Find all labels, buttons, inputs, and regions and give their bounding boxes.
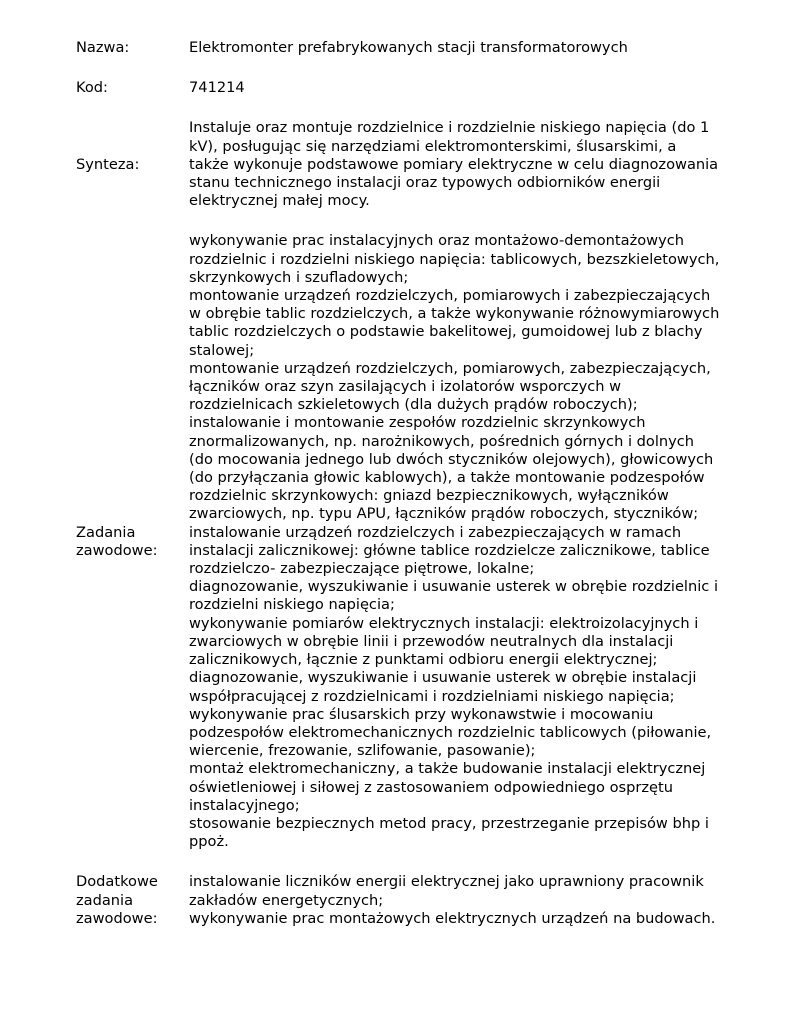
field-label-nazwa bbox=[76, 39, 189, 57]
value-line: diagnozowanie, wyszukiwanie i usuwanie usterek w obrębie instalacji bbox=[189, 669, 697, 687]
value-line: oświetleniowej i siłowej z zastosowaniem odpowiedniego osprzętu bbox=[189, 778, 673, 796]
label-line: Kod: bbox=[76, 79, 108, 97]
value-line: ppoż. bbox=[189, 833, 229, 851]
field-label-synteza bbox=[76, 119, 189, 210]
value-line: rozdzielnic i rozdzielni niskiego napięcia: tablicowych, bezszkieletowych, bbox=[189, 250, 720, 268]
value-line: wykonywanie prac ślusarskich przy wykonawstwie i mocowaniu bbox=[189, 705, 654, 723]
value-line: rozdzielni niskiego napięcia; bbox=[189, 596, 395, 614]
value-line: wykonywanie prac instalacyjnych oraz montażowo-demontażowych bbox=[189, 232, 685, 250]
value-line: łączników oraz szyn zasilających i izolatorów wsporczych w bbox=[189, 378, 622, 396]
value-line: wykonywanie prac montażowych elektrycznych urządzeń na budowach. bbox=[189, 909, 716, 927]
field-spacer bbox=[76, 97, 776, 119]
label-line: zadania bbox=[76, 891, 134, 909]
value-line: montaż elektromechaniczny, a także budowanie instalacji elektrycznej bbox=[189, 760, 706, 778]
field-row-dodatkowe bbox=[76, 873, 776, 928]
value-line: (do przyłączania głowic kablowych), a także montowanie podzespołów bbox=[189, 469, 705, 487]
value-line: (do mocowania jednego lub dwóch styczników olejowych), głowicowych bbox=[189, 450, 714, 468]
field-label-kod bbox=[76, 79, 189, 97]
value-line: Instaluje oraz montuje rozdzielnice i rozdzielnie niskiego napięcia (do 1 bbox=[189, 119, 710, 137]
value-line: wykonywanie pomiarów elektrycznych instalacji: elektroizolacyjnych i bbox=[189, 614, 699, 632]
value-line: instalacji zalicznikowej: główne tablice rozdzielcze zalicznikowe, tablice bbox=[189, 541, 710, 559]
value-line: elektrycznej małej mocy. bbox=[189, 192, 370, 210]
value-line: instalacyjnego; bbox=[189, 796, 300, 814]
value-line: instalowanie urządzeń rozdzielczych i zabezpieczających w ramach bbox=[189, 523, 682, 541]
value-line: tablic rozdzielczych o podstawie bakelitowej, gumoidowej lub z blachy bbox=[189, 323, 703, 341]
value-line: stalowej; bbox=[189, 341, 255, 359]
value-line: współpracującej z rozdzielnicami i rozdzielniami niskiego napięcia; bbox=[189, 687, 675, 705]
value-line: w obrębie tablic rozdzielczych, a także wykonywanie różnowymiarowych bbox=[189, 305, 720, 323]
value-line: zakładów energetycznych; bbox=[189, 891, 384, 909]
value-line: znormalizowanych, np. narożnikowych, pośrednich górnych i dolnych bbox=[189, 432, 695, 450]
label-line: Synteza: bbox=[76, 155, 140, 173]
field-value-synteza bbox=[189, 119, 776, 210]
value-line: skrzynkowych i szufladowych; bbox=[189, 268, 409, 286]
value-line: wiercenie, frezowanie, szlifowanie, pasowanie); bbox=[189, 742, 536, 760]
value-line: zalicznikowych, łącznie z punktami odbioru energii elektrycznej; bbox=[189, 651, 658, 669]
value-line: także wykonuje podstawowe pomiary elektryczne w celu diagnozowania bbox=[189, 155, 719, 173]
field-value-zadania bbox=[189, 232, 776, 851]
label-line: Zadania bbox=[76, 523, 136, 541]
fields-table bbox=[76, 39, 776, 928]
value-line: rozdzielnicach szkieletowych (dla dużych prądów roboczych); bbox=[189, 396, 638, 414]
value-line: 741214 bbox=[189, 79, 245, 97]
field-value-nazwa bbox=[189, 39, 776, 57]
value-line: montowanie urządzeń rozdzielczych, pomiarowych i zabezpieczających bbox=[189, 287, 711, 305]
value-line: Elektromonter prefabrykowanych stacji transformatorowych bbox=[189, 39, 628, 56]
field-spacer bbox=[76, 851, 776, 873]
value-line: stanu technicznego instalacji oraz typowych odbiorników energii bbox=[189, 174, 661, 192]
field-row-nazwa bbox=[76, 39, 776, 57]
field-spacer bbox=[76, 210, 776, 232]
value-line: zwarciowych, np. typu APU, łączników prądów roboczych, styczników; bbox=[189, 505, 699, 523]
field-row-kod bbox=[76, 79, 776, 97]
label-line: zawodowe: bbox=[76, 541, 158, 559]
value-line: montowanie urządzeń rozdzielczych, pomiarowych, zabezpieczających, bbox=[189, 359, 711, 377]
value-line: kV), posługując się narzędziami elektromonterskimi, ślusarskimi, a bbox=[189, 137, 677, 155]
fields-body bbox=[76, 39, 776, 928]
value-line: rozdzielczo- zabezpieczające piętrowe, lokalne; bbox=[189, 560, 535, 578]
occupation-record bbox=[76, 39, 776, 928]
value-line: diagnozowanie, wyszukiwanie i usuwanie usterek w obrębie rozdzielnic i bbox=[189, 578, 719, 596]
field-label-zadania bbox=[76, 232, 189, 851]
field-spacer bbox=[76, 57, 776, 79]
field-label-dodatkowe bbox=[76, 873, 189, 928]
label-line: Dodatkowe bbox=[76, 873, 158, 891]
label-line: zawodowe: bbox=[76, 909, 158, 927]
value-line: podzespołów elektromechanicznych rozdzielnic tablicowych (piłowanie, bbox=[189, 723, 712, 741]
field-row-synteza bbox=[76, 119, 776, 210]
value-line: instalowanie liczników energii elektrycznej jako uprawniony pracownik bbox=[189, 873, 704, 891]
value-line: instalowanie i montowanie zespołów rozdzielnic skrzynkowych bbox=[189, 414, 646, 432]
field-value-kod bbox=[189, 79, 776, 97]
value-line: stosowanie bezpiecznych metod pracy, przestrzeganie przepisów bhp i bbox=[189, 814, 709, 832]
field-row-zadania bbox=[76, 232, 776, 851]
field-value-dodatkowe bbox=[189, 873, 776, 928]
label-line: Nazwa: bbox=[76, 39, 130, 56]
value-line: zwarciowych w obrębie linii i przewodów neutralnych dla instalacji bbox=[189, 632, 674, 650]
value-line: rozdzielnic skrzynkowych: gniazd bezpiecznikowych, wyłączników bbox=[189, 487, 669, 505]
